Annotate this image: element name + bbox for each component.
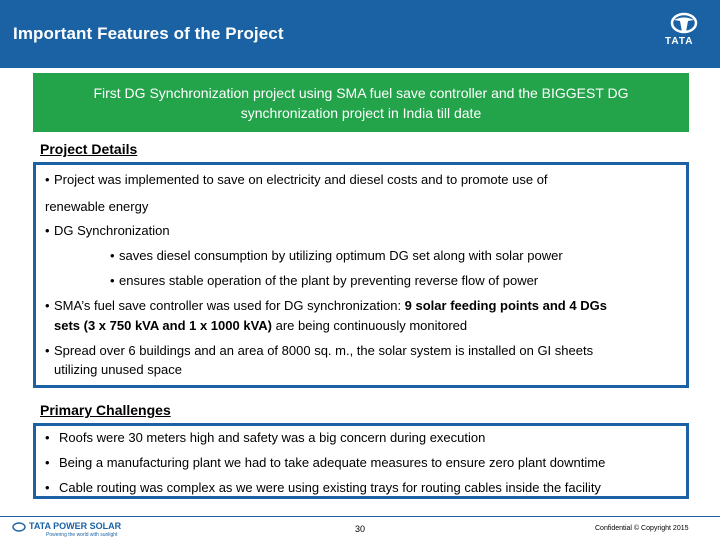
page-number: 30 <box>355 524 366 534</box>
list-item-text: saves diesel consumption by utilizing optimum DG set along with solar power <box>119 248 563 263</box>
list-item-text: Project was implemented to save on electricity and diesel costs and to promote use of <box>54 172 548 187</box>
list-item-text: ensures stable operation of the plant by preventing reverse flow of power <box>119 273 539 288</box>
list-item-text: Roofs were 30 meters high and safety was a big concern during execution <box>59 430 486 445</box>
sub-list-item <box>110 248 563 263</box>
bullet-icon: • <box>110 273 115 288</box>
banner-text <box>33 83 689 123</box>
list-item <box>45 172 548 187</box>
tata-logo-text: TATA <box>665 36 694 47</box>
bullet-icon: • <box>45 343 50 358</box>
bullet-icon: • <box>45 172 50 187</box>
footer-brand: TATA POWER SOLAR <box>29 521 122 531</box>
bullet-icon: • <box>45 223 50 238</box>
list-item <box>45 430 485 445</box>
bullet-icon: • <box>45 430 50 445</box>
list-item-text: Spread over 6 buildings and an area of 8000 sq. m., the solar system is installed on GI sheets <box>54 343 594 358</box>
list-item-text: are being continuously monitored <box>272 318 468 333</box>
banner-line-2: synchronization project in India till date <box>240 105 482 121</box>
list-item-text: DG Synchronization <box>54 223 170 238</box>
bullet-icon: • <box>45 480 50 495</box>
list-item-emphasis: 9 solar feeding points and 4 DGs <box>404 298 607 313</box>
tata-logo <box>660 12 708 52</box>
bullet-icon: • <box>45 298 50 313</box>
project-details-heading: Project Details <box>40 141 138 157</box>
list-item-continuation: utilizing unused space <box>54 362 182 377</box>
footer-tagline: Powering the world with sunlight <box>46 532 118 538</box>
sub-list-item <box>110 273 538 288</box>
tata-logo-icon <box>660 12 708 36</box>
primary-challenges-heading: Primary Challenges <box>40 402 171 418</box>
banner-line-1: First DG Synchronization project using SMA fuel save controller and the BIGGEST DG <box>93 85 629 101</box>
list-item-text: Being a manufacturing plant we had to take adequate measures to ensure zero plant downtime <box>59 455 606 470</box>
highlight-banner <box>33 73 689 132</box>
bullet-icon: • <box>45 455 50 470</box>
page-title: Important Features of the Project <box>13 24 284 43</box>
list-item <box>45 223 170 238</box>
footer-divider <box>0 516 720 517</box>
confidential-notice: Confidential © Copyright 2015 <box>595 525 689 532</box>
header-bar <box>0 0 720 68</box>
tata-power-solar-logo-icon <box>12 522 26 532</box>
list-item-continuation <box>54 318 467 333</box>
list-item <box>45 298 607 313</box>
list-item <box>45 480 601 495</box>
list-item <box>45 455 605 470</box>
list-item-continuation: renewable energy <box>45 199 149 214</box>
list-item-emphasis: sets (3 x 750 kVA and 1 x 1000 kVA) <box>54 318 272 333</box>
list-item-text: SMA’s fuel save controller was used for DG synchronization: <box>54 298 405 313</box>
bullet-icon: • <box>110 248 115 263</box>
list-item <box>45 343 593 358</box>
list-item-text: Cable routing was complex as we were using existing trays for routing cables inside the facility <box>59 480 601 495</box>
